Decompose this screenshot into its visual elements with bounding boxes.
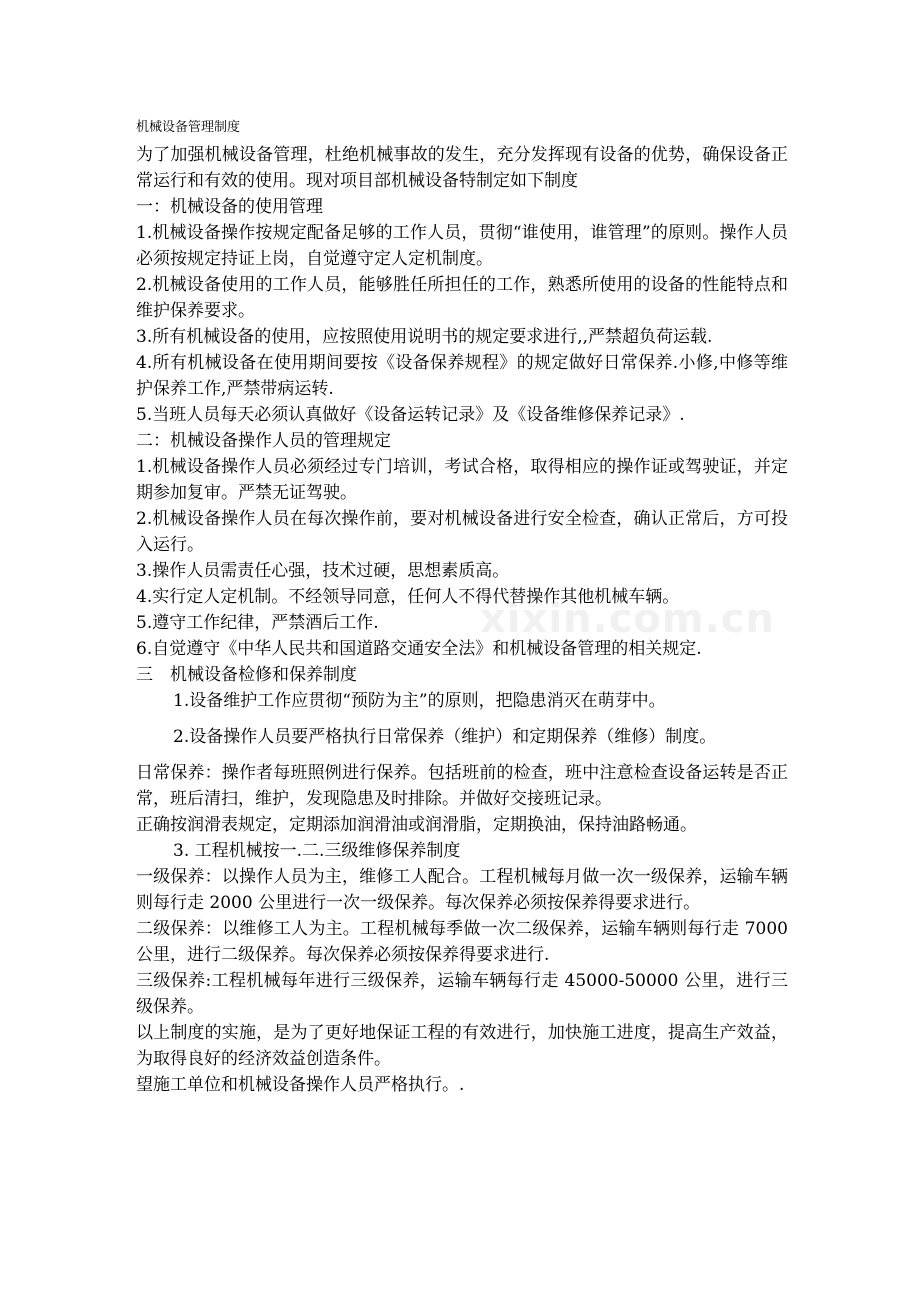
- section-1-item-2: 2.机械设备使用的工作人员，能够胜任所担任的工作，熟悉所使用的设备的性能特点和维护保养要求。: [136, 275, 788, 321]
- conclusion-paragraph: 以上制度的实施，是为了更好地保证工程的有效进行，加快施工进度，提高生产效益，为取得良好的经济效益创造条件。: [136, 1023, 788, 1069]
- section-2-item-6: 6.自觉遵守《中华人民共和国道路交通安全法》和机械设备管理的相关规定.: [136, 639, 702, 659]
- section-2-heading: 二：机械设备操作人员的管理规定: [136, 431, 391, 451]
- section-3-item-3: 3. 工程机械按一.二.三级维修保养制度: [173, 841, 461, 861]
- section-3-heading: 三 机械设备检修和保养制度: [136, 665, 357, 685]
- section-3-item-2: 2.设备操作人员要严格执行日常保养（维护）和定期保养（维修）制度。: [173, 727, 717, 747]
- closing-line: 望施工单位和机械设备操作人员严格执行。.: [136, 1075, 465, 1095]
- section-3-item-1: 1.设备维护工作应贯彻“预防为主”的原则，把隐患消灭在萌芽中。: [173, 691, 666, 711]
- section-1-heading: 一：机械设备的使用管理: [136, 197, 323, 217]
- level-3-maintenance: 三级保养:工程机械每年进行三级保养，运输车辆每行走 45000-50000 公里，进行三级保养。: [136, 971, 788, 1017]
- section-2-item-5: 5.遵守工作纪律，严禁酒后工作.: [136, 613, 379, 633]
- daily-maintenance: 日常保养：操作者每班照例进行保养。包括班前的检查，班中注意检查设备运转是否正常，班后清扫，维护，发现隐患及时排除。并做好交接班记录。: [136, 763, 788, 809]
- section-2-item-4: 4.实行定人定机制。不经领导同意，任何人不得代替操作其他机械车辆。: [136, 587, 680, 607]
- section-2-item-3: 3.操作人员需责任心强，技术过硬，思想素质高。: [136, 561, 510, 581]
- level-2-maintenance: 二级保养：以维修工人为主。工程机械每季做一次二级保养，运输车辆则每行走 7000 公里，进行二级保养。每次保养必须按保养得要求进行.: [136, 919, 788, 965]
- document-title: 机械设备管理制度: [136, 120, 241, 135]
- section-1-item-3: 3.所有机械设备的使用，应按照使用说明书的规定要求进行,,严禁超负荷运载.: [136, 327, 713, 347]
- section-1-item-1: 1.机械设备操作按规定配备足够的工作人员，贯彻“谁使用，谁管理”的原则。操作人员必须按规定持证上岗，自觉遵守定人定机制度。: [136, 223, 788, 269]
- section-2-item-2: 2.机械设备操作人员在每次操作前，要对机械设备进行安全检查，确认正常后，方可投入运行。: [136, 509, 788, 555]
- lubrication-rule: 正确按润滑表规定，定期添加润滑油或润滑脂，定期换油，保持油路畅通。: [136, 815, 697, 835]
- section-1-item-4: 4.所有机械设备在使用期间要按《设备保养规程》的规定做好日常保养.小修,中修等维护保养工作,严禁带病运转.: [136, 353, 788, 399]
- watermark: xixin.com.cn: [480, 596, 775, 642]
- level-1-maintenance: 一级保养：以操作人员为主，维修工人配合。工程机械每月做一次一级保养，运输车辆则每行走 2000 公里进行一次一级保养。每次保养必须按保养得要求进行。: [136, 867, 788, 913]
- section-2-item-1: 1.机械设备操作人员必须经过专门培训，考试合格，取得相应的操作证或驾驶证，并定期参加复审。严禁无证驾驶。: [136, 457, 788, 503]
- document-body: [136, 118, 788, 1098]
- intro-paragraph: 为了加强机械设备管理，杜绝机械事故的发生，充分发挥现有设备的优势，确保设备正常运行和有效的使用。现对项目部机械设备特制定如下制度: [136, 145, 788, 191]
- section-1-item-5: 5.当班人员每天必须认真做好《设备运转记录》及《设备维修保养记录》.: [136, 405, 685, 425]
